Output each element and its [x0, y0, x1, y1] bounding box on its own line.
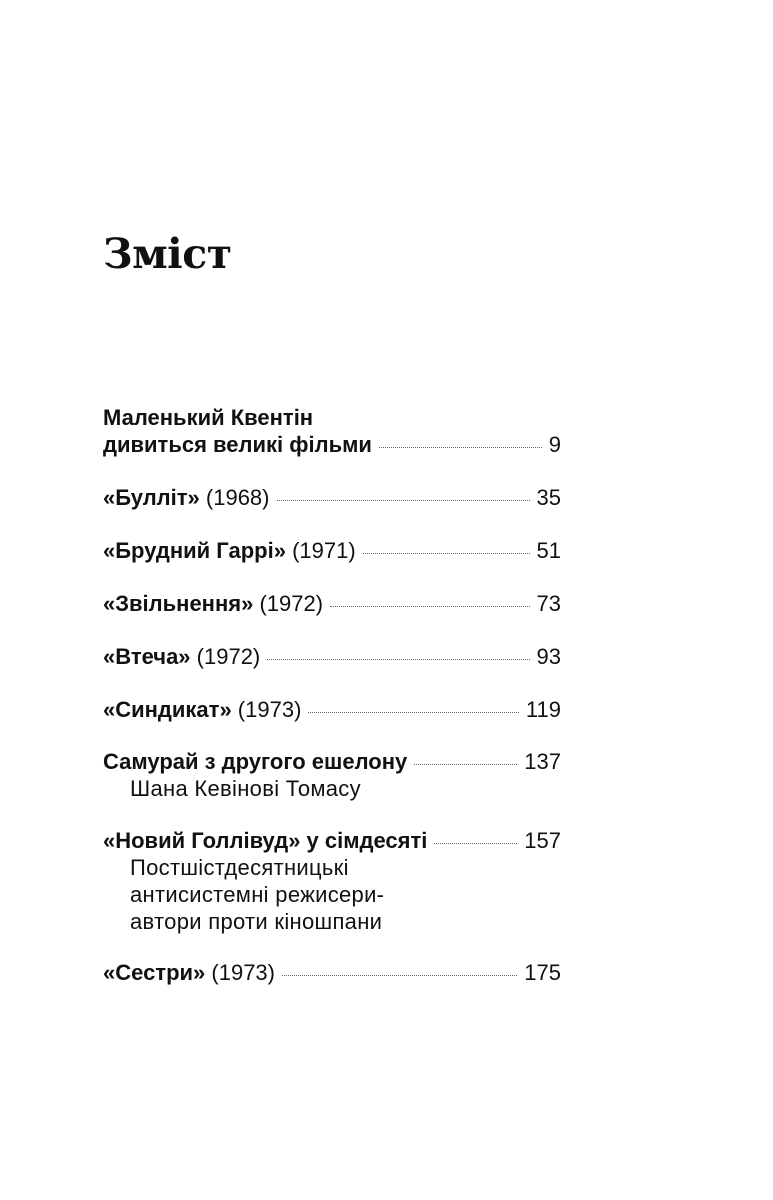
page-number: 73: [536, 591, 561, 616]
toc-entry-subtitle: Постшістдесятницькі: [130, 855, 349, 880]
dot-leader: [414, 764, 517, 765]
toc-entry-subtitle: автори проти кіношпани: [130, 909, 383, 934]
page-number: 137: [524, 749, 561, 774]
toc-entry-year: (1972): [190, 644, 261, 669]
toc-entry-subtitle: антисистемні режисери-: [130, 882, 385, 907]
toc-entry-year: (1973): [231, 697, 302, 722]
toc-entry-title-line: дивиться великі фільми: [103, 432, 372, 457]
page-number: 157: [524, 828, 561, 853]
dot-leader: [308, 712, 519, 713]
page-number: 175: [524, 960, 561, 985]
toc-entry-year: (1972): [253, 591, 324, 616]
toc-entry-title: «Булліт»: [103, 485, 200, 510]
dot-leader: [379, 447, 542, 448]
page-number: 119: [525, 697, 561, 722]
toc-entry-year: (1971): [285, 538, 356, 563]
dot-leader: [363, 553, 530, 554]
toc-entry-title: «Сестри»: [103, 960, 206, 985]
page-number: 9: [548, 432, 561, 457]
toc-entry-title-line: Маленький Квентін: [103, 405, 314, 430]
toc-entry-title: «Синдикат»: [103, 697, 232, 722]
toc-entry-year: (1973): [205, 960, 275, 985]
toc-entry-title: «Втеча»: [103, 644, 191, 669]
toc-entry-title: Самурай з другого ешелону: [103, 749, 408, 774]
toc-entry-deliverance[interactable]: [103, 590, 561, 617]
toc-entry-syndicate[interactable]: [103, 696, 561, 723]
toc-entry-title: «Брудний Гаррі»: [103, 538, 286, 563]
toc-entry-title: «Звільнення»: [103, 591, 254, 616]
toc-entry-subtitle: Шана Кевінові Томасу: [130, 776, 361, 801]
dot-leader: [277, 500, 530, 501]
toc-entry-title: «Новий Голлівуд» у сімдесяті: [103, 828, 428, 853]
toc-entry-getaway[interactable]: [103, 643, 561, 670]
toc-entry-little-quentin[interactable]: [103, 404, 561, 458]
page-number: 93: [536, 644, 561, 669]
toc-entry-bullitt[interactable]: [103, 484, 561, 511]
toc-entry-second-tier-samurai[interactable]: [103, 748, 561, 802]
page-number: 35: [536, 485, 561, 510]
toc-entry-new-hollywood[interactable]: [103, 827, 561, 935]
toc-entry-dirty-harry[interactable]: [103, 537, 561, 564]
dot-leader: [282, 975, 517, 976]
dot-leader: [434, 843, 517, 844]
page-title: Зміст: [103, 230, 232, 278]
page-number: 51: [536, 538, 561, 563]
dot-leader: [267, 659, 529, 660]
dot-leader: [330, 606, 529, 607]
toc-entry-sisters[interactable]: [103, 959, 561, 986]
toc-entry-year: (1968): [199, 485, 270, 510]
